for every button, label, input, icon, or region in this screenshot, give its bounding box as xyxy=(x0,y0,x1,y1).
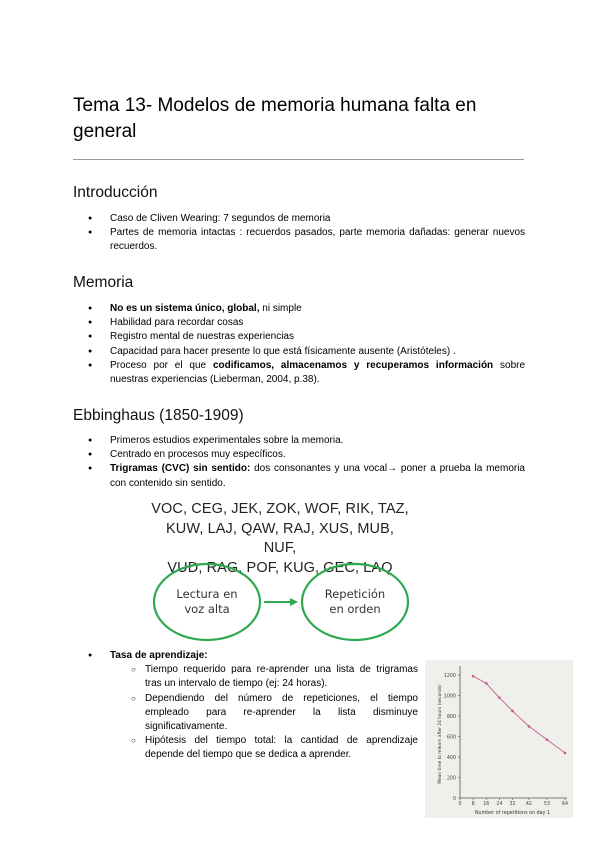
y-tick-label: 200 xyxy=(446,776,456,782)
trigram-line: VOC, CEG, JEK, ZOK, WOF, RIK, TAZ, xyxy=(151,501,409,517)
item-text: ni simple xyxy=(259,303,302,314)
ebbinghaus-list xyxy=(73,434,525,491)
list-item: ● Primeros estudios experimentales sobre la memoria. xyxy=(73,434,525,448)
data-point xyxy=(528,725,531,728)
bold-text: Tasa de aprendizaje: xyxy=(110,650,208,661)
y-tick-label: 1000 xyxy=(443,694,456,700)
arrow-head-icon xyxy=(290,598,298,606)
x-tick-label: 24 xyxy=(496,802,503,807)
series-line xyxy=(473,676,565,753)
oval-left-line2: voz alta xyxy=(184,602,230,616)
process-diagram xyxy=(150,560,415,642)
x-tick-label: 8 xyxy=(471,802,475,807)
item-text: sobre nuestras experiencias (Lieberman, 2004, p.38). xyxy=(110,359,526,386)
y-tick-label: 400 xyxy=(446,756,456,762)
list-item xyxy=(73,462,525,490)
sub-list-item: ○ Hipótesis del tiempo total: la cantidad de aprendizaje depende del tiempo que se dedica a aprender. xyxy=(110,734,418,762)
title-divider xyxy=(73,159,524,160)
sub-list-item: ○ Dependiendo del número de repeticiones, el tiempo empleado para re-aprender la lista disminuye significativamente. xyxy=(110,692,418,735)
oval-left-line1: Lectura en xyxy=(176,587,238,601)
trigram-line: VUD, RAG, POF, KUG, GEC, LAQ xyxy=(167,559,393,576)
list-item: ● Registro mental de nuestras experiencias xyxy=(73,330,525,344)
aprendizaje-list xyxy=(73,649,418,763)
data-point xyxy=(511,710,514,713)
heading-ebbinghaus: Ebbinghaus (1850-1909) xyxy=(73,407,244,424)
y-tick-label: 600 xyxy=(446,735,456,741)
x-axis-label: Number of repetitions on day 1 xyxy=(474,811,551,816)
y-tick-label: 800 xyxy=(446,715,456,721)
y-axis-label: Mean time to relearn after 24 hours (seconds) xyxy=(438,684,443,784)
list-item: ● Partes de memoria intactas : recuerdos pasados, parte memoria dañadas: generar nuevos recuerdos. xyxy=(73,226,525,254)
intro-list xyxy=(73,212,525,255)
item-text: dos consonantes y una vocal→ poner a prueba la memoria con contenido sin sentido. xyxy=(110,463,525,489)
y-tick-label: 0 xyxy=(452,797,456,802)
bold-text: No es un sistema único, global, xyxy=(110,303,260,314)
list-item: ● Centrado en procesos muy específicos. xyxy=(73,448,525,462)
bold-text: codificamos, almacenamos y recuperamos información xyxy=(212,359,494,371)
x-tick-label: 0 xyxy=(458,802,462,807)
list-item: ● Habilidad para recordar cosas xyxy=(73,316,525,330)
heading-memoria: Memoria xyxy=(73,274,134,291)
oval-right-line1: Repetición xyxy=(324,587,386,601)
data-point xyxy=(472,675,475,678)
list-item xyxy=(73,649,418,763)
data-point xyxy=(498,696,501,699)
list-item: ● Capacidad para hacer presente lo que está físicamente ausente (Aristóteles) . xyxy=(73,345,525,359)
list-item xyxy=(73,359,525,387)
y-tick-label: 1200 xyxy=(443,674,456,680)
aprendizaje-sublist xyxy=(110,663,418,762)
x-tick-label: 16 xyxy=(483,802,490,807)
x-tick-label: 64 xyxy=(561,802,569,807)
x-tick-label: 42 xyxy=(525,802,532,807)
data-point xyxy=(546,738,549,741)
data-point xyxy=(485,682,488,685)
sub-list-item: ○ Tiempo requerido para re-aprender una lista de trigramas tras un intervalo de tiempo (ej: 24 horas). xyxy=(110,663,418,691)
relearning-chart xyxy=(425,660,573,818)
bold-text: Trigramas (CVC) sin sentido: xyxy=(110,463,251,475)
data-point xyxy=(564,752,567,755)
list-item: ● Caso de Cliven Wearing: 7 segundos de memoria xyxy=(73,212,525,226)
oval-right-line2: en orden xyxy=(329,602,381,616)
chart-svg xyxy=(425,660,573,818)
x-tick-label: 53 xyxy=(543,802,551,807)
trigram-line: KUW, LAJ, QAW, RAJ, XUS, MUB, NUF, xyxy=(166,520,394,556)
list-item xyxy=(73,302,525,316)
x-tick-label: 32 xyxy=(509,802,516,807)
memoria-list xyxy=(73,302,525,387)
page-title: Tema 13- Modelos de memoria humana falta en general xyxy=(73,95,477,142)
heading-introduccion: Introducción xyxy=(73,184,158,201)
item-text: Proceso por el que xyxy=(110,359,213,371)
